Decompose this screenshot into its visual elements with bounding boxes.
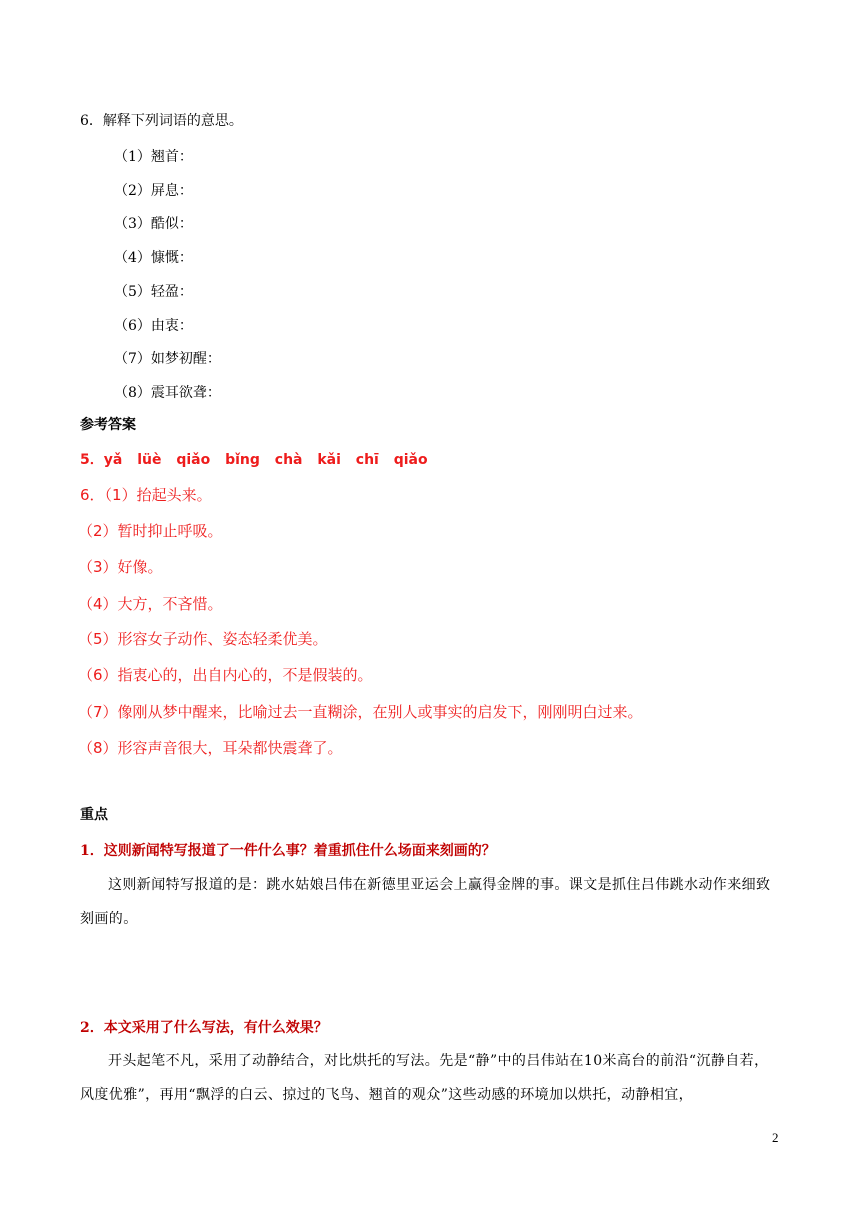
- question-6-item: （6）由衷：: [114, 318, 193, 334]
- answer-line: （8）形容声音很大，耳朵都快震聋了。: [78, 739, 343, 757]
- question-6-item: （8）震耳欲聋：: [114, 385, 221, 401]
- question-6-item: （1）翘首：: [114, 149, 193, 165]
- page-number: 2: [772, 1130, 779, 1145]
- focus-answer-1: 这则新闻特写报道的是：跳水姑娘吕伟在新德里亚运会上赢得金牌的事。课文是抓住吕伟跳水动作来细致刻画的。: [80, 877, 771, 927]
- focus-question-1: 1．这则新闻特写报道了一件什么事？着重抓住什么场面来刻画的？: [80, 843, 496, 859]
- focus-answer-2: 开头起笔不凡，采用了动静结合，对比烘托的写法。先是“静”中的吕伟站在10米高台的前沿“沉静自若，风度优雅”，再用“飘浮的白云、掠过的飞鸟、翘首的观众”这些动感的环境加以烘托，动静相宜，: [80, 1053, 769, 1103]
- answer-line: （2）暂时抑止呼吸。: [78, 522, 223, 540]
- question-6-item: （2）屏息：: [114, 183, 193, 199]
- answer-line: （6）指衷心的，出自内心的，不是假装的。: [78, 666, 373, 684]
- answer-line: （7）像刚从梦中醒来，比喻过去一直糊涂，在别人或事实的启发下，刚刚明白过来。: [78, 703, 643, 721]
- question-6-item: （5）轻盈：: [114, 284, 193, 300]
- answer-line: （4）大方，不吝惜。: [78, 595, 223, 613]
- focus-question-2: 2．本文采用了什么写法，有什么效果？: [80, 1020, 328, 1036]
- question-6-item: （4）慷慨：: [114, 250, 193, 266]
- answer-line: 6．（1）抬起头来。: [80, 486, 212, 504]
- answer-heading: 参考答案: [80, 417, 136, 433]
- answer-pinyin: 5．yǎ lüè qiǎo bǐng chà kǎi chī qiǎo: [80, 452, 428, 468]
- question-6-item: （7）如梦初醒：: [114, 351, 221, 367]
- answer-line: （5）形容女子动作、姿态轻柔优美。: [78, 630, 328, 648]
- question-6-title: 6．解释下列词语的意思。: [80, 113, 243, 129]
- question-6-item: （3）酷似：: [114, 216, 193, 232]
- focus-heading: 重点: [80, 807, 108, 823]
- answer-line: （3）好像。: [78, 558, 163, 576]
